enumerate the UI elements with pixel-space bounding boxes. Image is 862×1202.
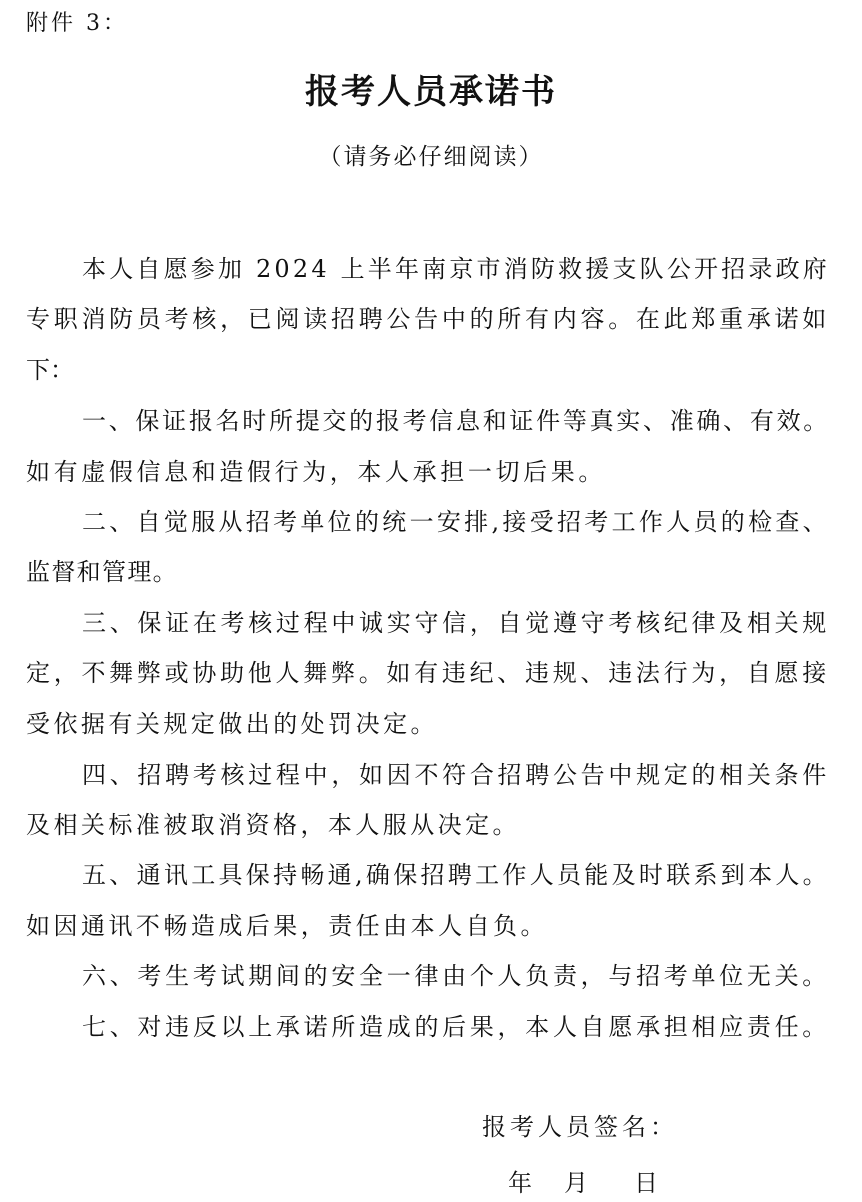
- attachment-label: 附件 3：: [26, 11, 128, 36]
- body-line: 如因通讯不畅造成后果，责任由本人自负。: [26, 912, 548, 940]
- date-month-label: 月: [564, 1169, 588, 1197]
- body-line: 下：: [26, 356, 74, 384]
- date-year-label: 年: [508, 1169, 532, 1197]
- date-day-label: 日: [634, 1169, 658, 1197]
- body-line: 本人自愿参加 2024 上半年南京市消防救援支队公开招录政府: [82, 255, 830, 283]
- body-line: 五、通讯工具保持畅通,确保招聘工作人员能及时联系到本人。: [82, 861, 830, 889]
- body-line: 七、对违反以上承诺所造成的后果，本人自愿承担相应责任。: [82, 1013, 830, 1041]
- body-line: 六、考生考试期间的安全一律由个人负责，与招考单位无关。: [82, 962, 830, 990]
- body-line: 监督和管理。: [26, 558, 178, 586]
- body-line: 二、自觉服从招考单位的统一安排,接受招考工作人员的检查、: [82, 508, 830, 536]
- body-line: 四、招聘考核过程中，如因不符合招聘公告中规定的相关条件: [82, 761, 830, 789]
- document-title: 报考人员承诺书: [305, 72, 557, 112]
- body-line: 一、保证报名时所提交的报考信息和证件等真实、准确、有效。: [82, 407, 830, 435]
- body-line: 定，不舞弊或协助他人舞弊。如有违纪、违规、违法行为，自愿接: [26, 659, 830, 687]
- body-line: 如有虚假信息和造假行为，本人承担一切后果。: [26, 458, 606, 486]
- body-line: 三、保证在考核过程中诚实守信，自觉遵守考核纪律及相关规: [82, 609, 830, 637]
- signature-label: 报考人员签名：: [482, 1113, 678, 1141]
- body-line: 及相关标准被取消资格，本人服从决定。: [26, 811, 520, 839]
- body-line: 受依据有关规定做出的处罚决定。: [26, 710, 438, 738]
- document-subtitle: （请务必仔细阅读）: [318, 144, 544, 170]
- body-line: 专职消防员考核，已阅读招聘公告中的所有内容。在此郑重承诺如: [26, 305, 830, 333]
